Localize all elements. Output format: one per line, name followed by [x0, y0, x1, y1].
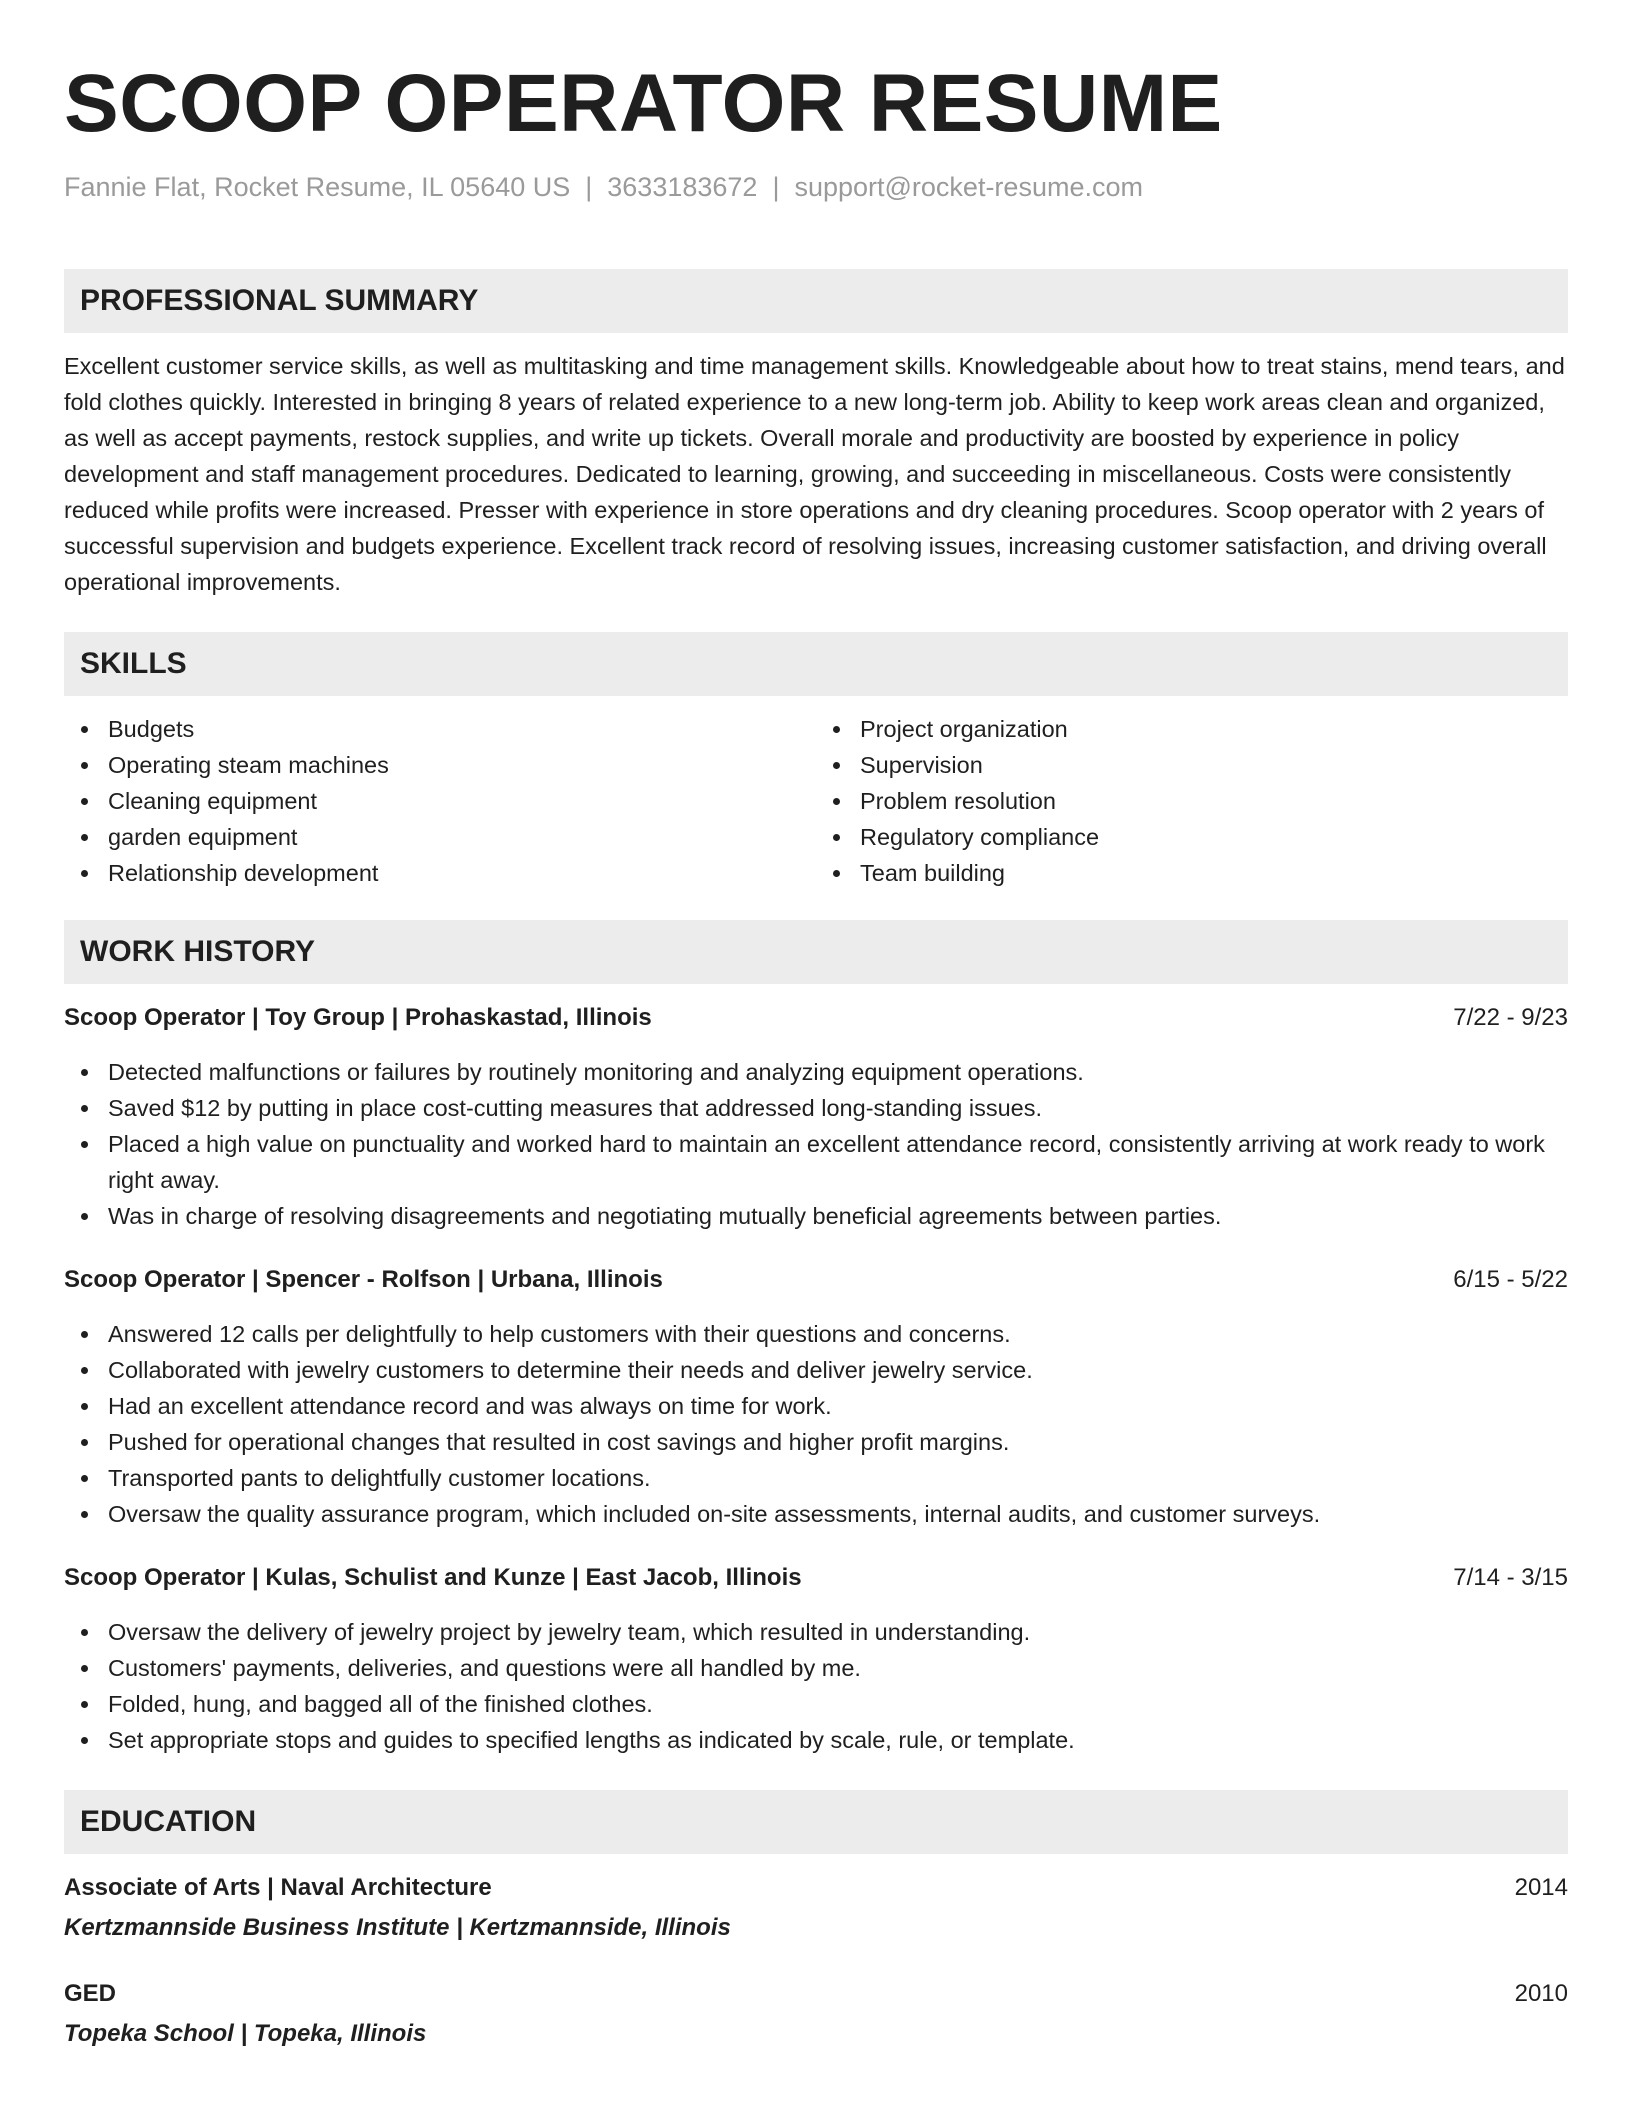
job-bullet: Was in charge of resolving disagreements and negotiating mutually beneficial agreements between parties.	[64, 1198, 1568, 1234]
job-bullets	[64, 1054, 1568, 1234]
section-heading-education: EDUCATION	[64, 1790, 1568, 1854]
job-bullets	[64, 1316, 1568, 1532]
contact-line	[64, 170, 1568, 204]
education-school: Kertzmannside Business Institute | Kertzmannside, Illinois	[64, 1914, 731, 1941]
section-heading-skills: SKILLS	[64, 632, 1568, 696]
skills-column-left	[64, 711, 816, 891]
job-bullets	[64, 1614, 1568, 1758]
job-bullet: Folded, hung, and bagged all of the finished clothes.	[64, 1686, 1568, 1722]
education-degree: Associate of Arts | Naval Architecture	[64, 1874, 492, 1901]
skill-item: Relationship development	[64, 855, 816, 891]
education-degree: GED	[64, 1980, 117, 2007]
contact-phone: 3633183672	[607, 172, 758, 202]
job-bullet: Pushed for operational changes that resulted in cost savings and higher profit margins.	[64, 1424, 1568, 1460]
job-bullet: Oversaw the quality assurance program, which included on-site assessments, internal audits, and customer surveys.	[64, 1496, 1568, 1532]
job-header	[64, 1262, 1568, 1298]
skill-item: Regulatory compliance	[816, 819, 1568, 855]
skill-item: Operating steam machines	[64, 747, 816, 783]
job-title: Scoop Operator | Kulas, Schulist and Kunze | East Jacob, Illinois	[64, 1564, 802, 1591]
section-heading-work-history: WORK HISTORY	[64, 920, 1568, 984]
job-bullet: Answered 12 calls per delightfully to help customers with their questions and concerns.	[64, 1316, 1568, 1352]
job-dates: 7/22 - 9/23	[1453, 1004, 1568, 1031]
job-bullet: Placed a high value on punctuality and worked hard to maintain an excellent attendance record, consistently arriving at work ready to work right away.	[64, 1126, 1568, 1198]
job-entry	[64, 1262, 1568, 1532]
job-bullet: Customers' payments, deliveries, and questions were all handled by me.	[64, 1650, 1568, 1686]
skills-list-left	[64, 711, 816, 891]
skill-item: Team building	[816, 855, 1568, 891]
job-dates: 7/14 - 3/15	[1453, 1564, 1568, 1591]
job-header	[64, 1560, 1568, 1596]
contact-email: support@rocket-resume.com	[794, 172, 1143, 202]
job-entry	[64, 1000, 1568, 1234]
skill-item: Supervision	[816, 747, 1568, 783]
job-bullet: Collaborated with jewelry customers to determine their needs and deliver jewelry service.	[64, 1352, 1568, 1388]
contact-separator: |	[585, 172, 593, 202]
section-heading-summary: PROFESSIONAL SUMMARY	[64, 269, 1568, 333]
resume-title: SCOOP OPERATOR RESUME	[64, 58, 1223, 149]
education-year: 2014	[1514, 1874, 1568, 1901]
job-bullet: Oversaw the delivery of jewelry project by jewelry team, which resulted in understanding.	[64, 1614, 1568, 1650]
contact-separator: |	[772, 172, 780, 202]
job-bullet: Set appropriate stops and guides to specified lengths as indicated by scale, rule, or template.	[64, 1722, 1568, 1758]
job-bullet: Saved $12 by putting in place cost-cutting measures that addressed long-standing issues.	[64, 1090, 1568, 1126]
job-bullet: Had an excellent attendance record and was always on time for work.	[64, 1388, 1568, 1424]
job-title: Scoop Operator | Toy Group | Prohaskastad, Illinois	[64, 1004, 652, 1031]
education-header	[64, 1870, 1568, 1906]
education-school: Topeka School | Topeka, Illinois	[64, 2020, 427, 2047]
job-title: Scoop Operator | Spencer - Rolfson | Urbana, Illinois	[64, 1266, 663, 1293]
skill-item: garden equipment	[64, 819, 816, 855]
job-bullet: Transported pants to delightfully customer locations.	[64, 1460, 1568, 1496]
job-dates: 6/15 - 5/22	[1453, 1266, 1568, 1293]
skill-item: Cleaning equipment	[64, 783, 816, 819]
skill-item: Budgets	[64, 711, 816, 747]
skill-item: Project organization	[816, 711, 1568, 747]
job-bullet: Detected malfunctions or failures by routinely monitoring and analyzing equipment operations.	[64, 1054, 1568, 1090]
job-entry	[64, 1560, 1568, 1758]
summary-text: Excellent customer service skills, as well as multitasking and time management skills. Knowledgeable about how to treat stains, mend tears, and fold clothes quickly. Interested in bringing 8 years of related experience to a new long-term job. Ability to keep work areas clean and organized, as well as accept payments, restock supplies, and write up tickets. Overall morale and productivity are boosted by experience in policy development and staff management procedures. Dedicated to learning, growing, and succeeding in miscellaneous. Costs were consistently reduced while profits were increased. Presser with experience in store operations and dry cleaning procedures. Scoop operator with 2 years of successful supervision and budgets experience. Excellent track record of resolving issues, increasing customer satisfaction, and driving overall operational improvements.	[64, 353, 1565, 595]
education-year: 2010	[1514, 1980, 1568, 2007]
education-header	[64, 1976, 1568, 2012]
skills-column-right	[816, 711, 1568, 891]
skills-grid	[64, 711, 1568, 891]
skills-list-right	[816, 711, 1568, 891]
education-entry	[64, 1870, 1568, 1946]
skill-item: Problem resolution	[816, 783, 1568, 819]
education-entry	[64, 1976, 1568, 2052]
contact-address: Fannie Flat, Rocket Resume, IL 05640 US	[64, 172, 571, 202]
job-header	[64, 1000, 1568, 1036]
